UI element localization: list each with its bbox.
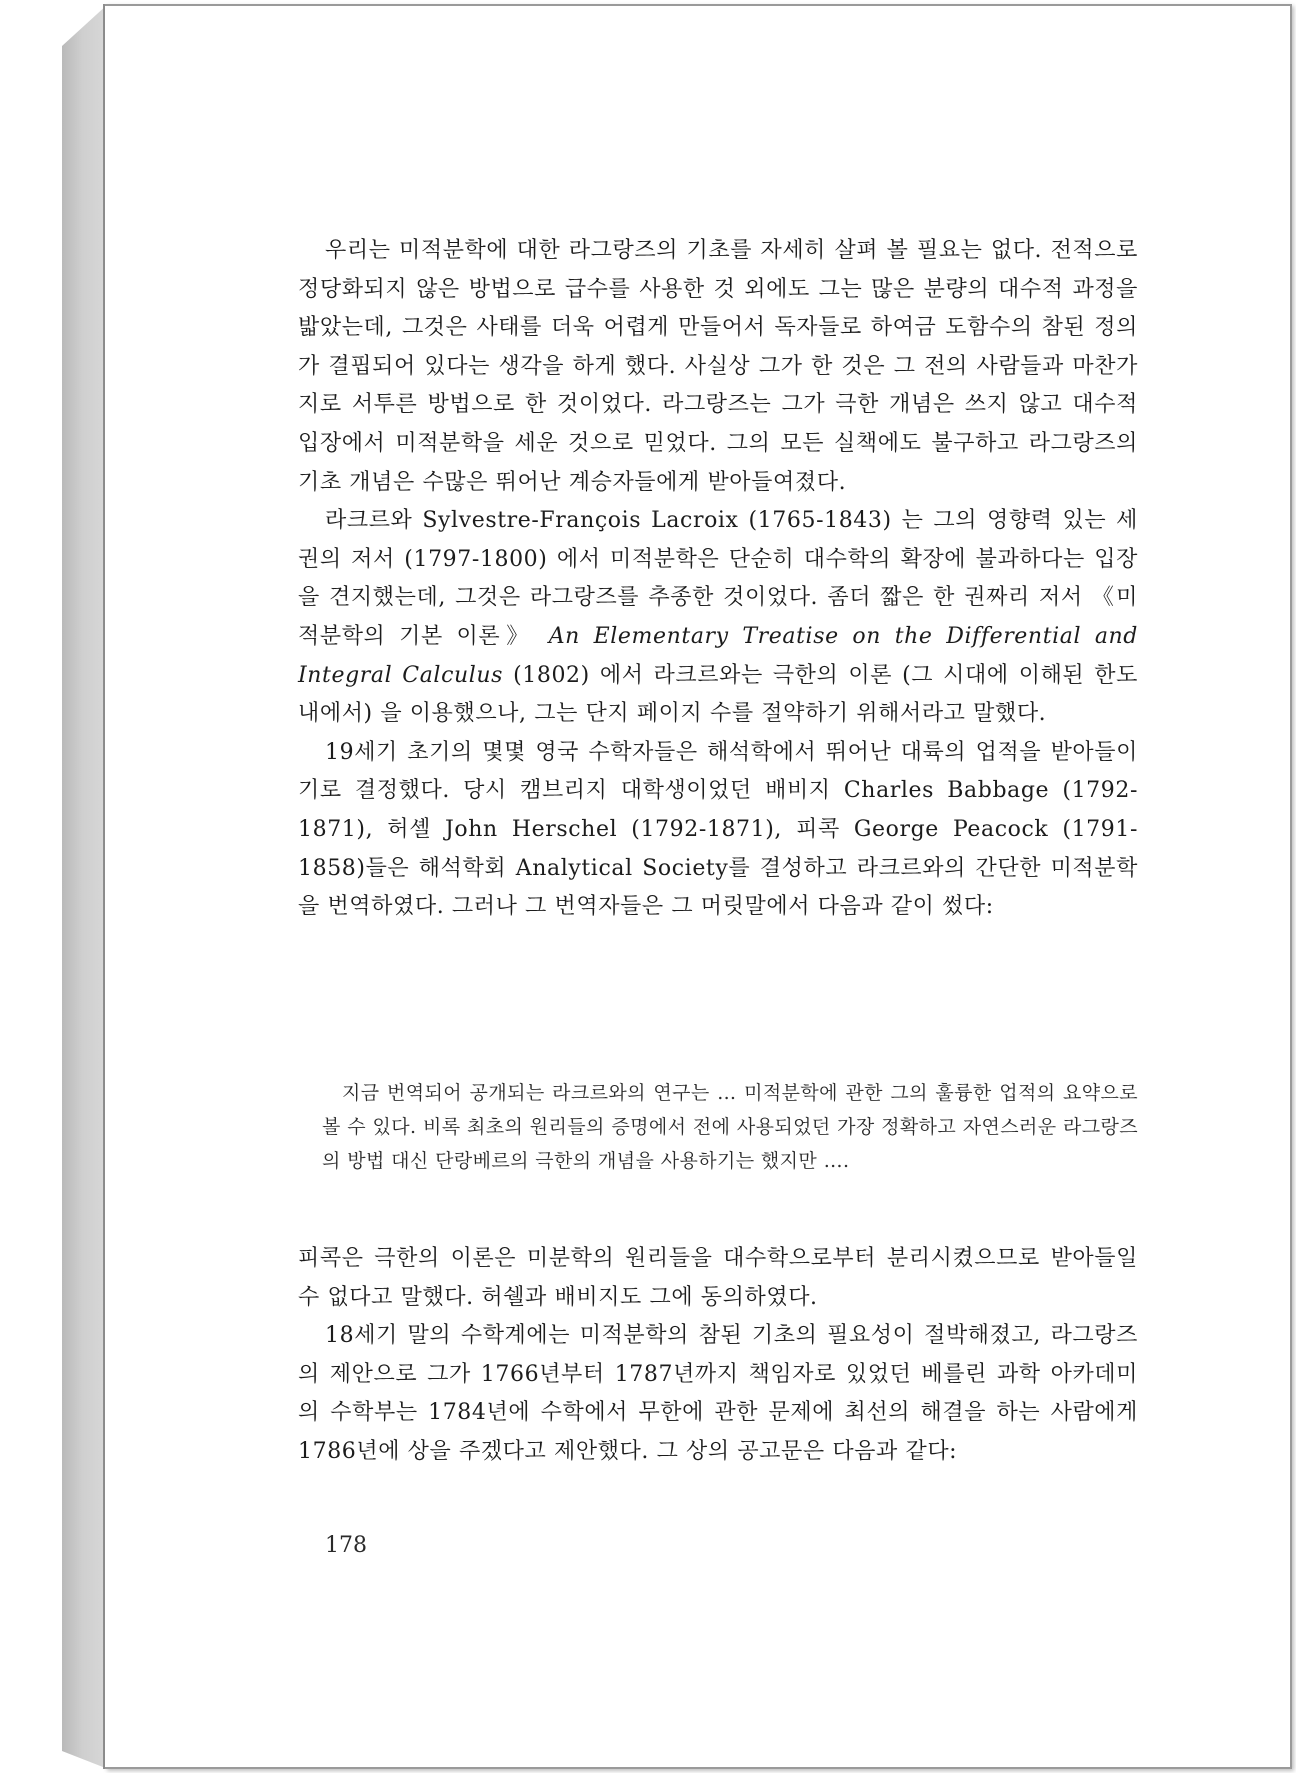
book-title-italic: An Elementary Treatise on the Differential and Integral Calculus	[298, 623, 1138, 688]
continued-text-block	[298, 1240, 1138, 1472]
quote-block	[298, 1076, 1138, 1179]
paragraph-english-mathematicians: 19세기 초기의 몇몇 영국 수학자들은 해석학에서 뛰어난 대륙의 업적을 받아들이기로 결정했다. 당시 캠브리지 대학생이었던 배비지 Charles Babbage (1792-1871), 허셸 John Herschel (1792-1871), 피콕 George Peacock (1791-1858)들은 해석학회 Analytical Society를 결성하고 라크르와의 간단한 미적분학을 번역하였다. 그러나 그 번역자들은 그 머릿말에서 다음과 같이 썼다:	[298, 739, 1138, 920]
paragraph-lacroix	[298, 502, 1138, 734]
paragraph-berlin-academy: 18세기 말의 수학계에는 미적분학의 참된 기초의 필요성이 절박해졌고, 라그랑즈의 제안으로 그가 1766년부터 1787년까지 책임자로 있었던 베를린 과학 아카데미의 수학부는 1784년에 수학에서 무한에 관한 문제에 최선의 해결을 하는 사람에게 1786년에 상을 주겠다고 제안했다. 그 상의 공고문은 다음과 같다:	[298, 1323, 1138, 1464]
paragraph-lacroix-part2: (1802) 에서 라크르와는 극한의 이론 (그 시대에 이해된 한도 내에서) 을 이용했으나, 그는 단지 페이지 수를 절약하기 위해서라고 말했다.	[298, 662, 1139, 727]
paragraph-lacroix-part1: 라크르와 Sylvestre-François Lacroix (1765-1843) 는 그의 영향력 있는 세 권의 저서 (1797-1800) 에서 미적분학은 단순히 대수학의 확장에 불과하다는 입장을 견지했는데, 그것은 라그랑즈를 추종한 것이었다. 좀더 짧은 한 권짜리 저서 《미적분학의 기본 이론》	[298, 508, 1138, 649]
paragraph-peacock: 피콕은 극한의 이론은 미분학의 원리들을 대수학으로부터 분리시켰으므로 받아들일 수 없다고 말했다. 허쉘과 배비지도 그에 동의하였다.	[298, 1246, 1138, 1310]
main-text-block	[298, 232, 1138, 927]
book-spine	[62, 4, 108, 1769]
translators-quote: 지금 번역되어 공개되는 라크르와의 연구는 … 미적분학에 관한 그의 훌륭한 업적의 요약으로 볼 수 있다. 비록 최초의 원리들의 증명에서 전에 사용되었던 가장 정확하고 자연스러운 라그랑즈의 방법 대신 단랑베르의 극한의 개념을 사용하기는 했지만 ….	[322, 1082, 1138, 1173]
page-number: 178	[325, 1533, 367, 1558]
paragraph-lagrange-foundations: 우리는 미적분학에 대한 라그랑즈의 기초를 자세히 살펴 볼 필요는 없다. 전적으로 정당화되지 않은 방법으로 급수를 사용한 것 외에도 그는 많은 분량의 대수적 과정을 밟았는데, 그것은 사태를 더욱 어렵게 만들어서 독자들로 하여금 도함수의 참된 정의가 결핍되어 있다는 생각을 하게 했다. 사실상 그가 한 것은 그 전의 사람들과 마찬가지로 서투른 방법으로 한 것이었다. 라그랑즈는 그가 극한 개념은 쓰지 않고 대수적 입장에서 미적분학을 세운 것으로 믿었다. 그의 모든 실책에도 불구하고 라그랑즈의 기초 개념은 수많은 뛰어난 계승자들에게 받아들여졌다.	[298, 238, 1138, 495]
